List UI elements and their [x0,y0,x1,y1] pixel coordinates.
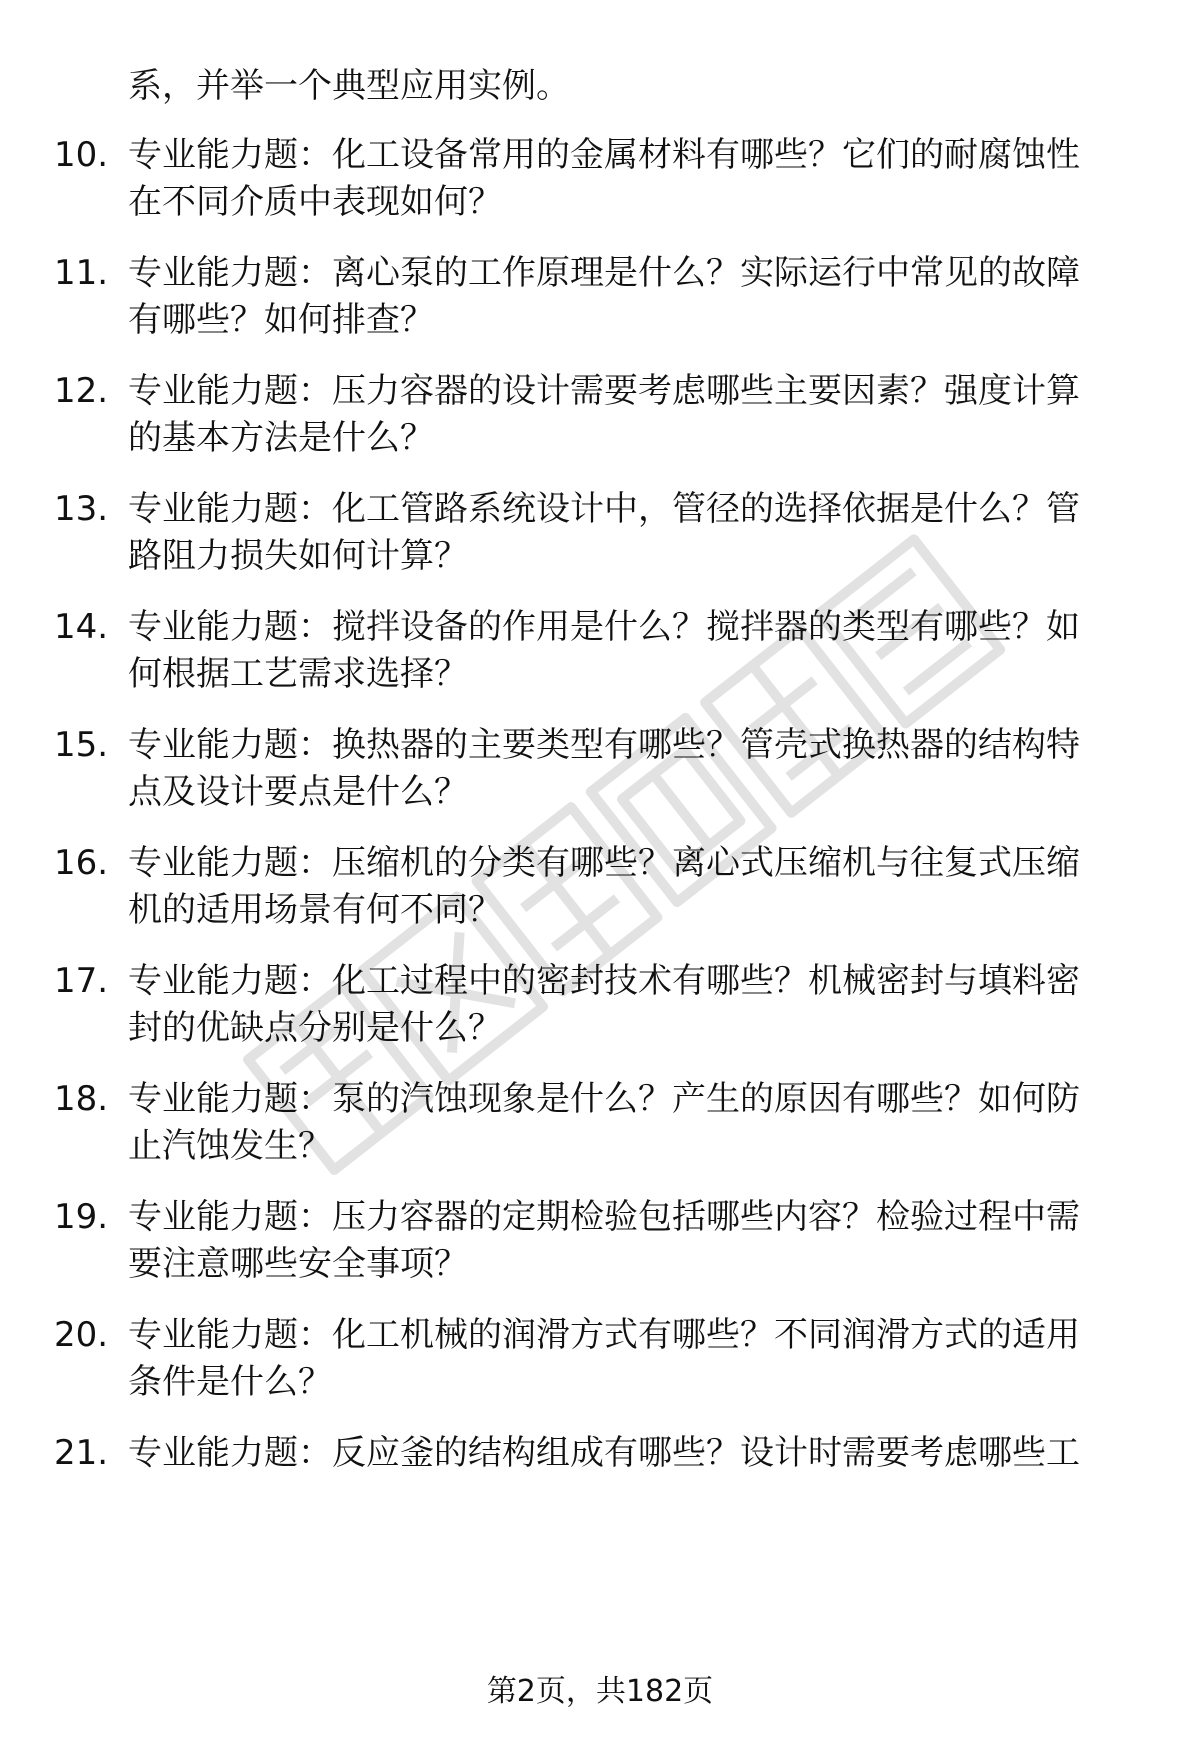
question-item [0,1429,1200,1529]
question-text-line: 路阻力损失如何计算？ [128,536,468,576]
question-text-line: 专业能力题：化工管路系统设计中，管径的选择依据是什么？管 [128,489,1080,529]
question-number: 15. [54,725,109,765]
question-item [0,249,1200,349]
question-text-line: 止汽蚀发生？ [128,1126,332,1166]
question-item [0,1311,1200,1411]
question-number: 19. [54,1197,109,1237]
question-text-line: 专业能力题：换热器的主要类型有哪些？管壳式换热器的结构特 [128,725,1080,765]
question-number: 13. [54,489,109,529]
question-text-line: 点及设计要点是什么？ [128,772,468,812]
question-number: 16. [54,843,109,883]
question-text-line: 有哪些？如何排查？ [128,300,434,340]
question-item [0,839,1200,939]
question-text-line: 条件是什么？ [128,1362,332,1402]
question-item [0,603,1200,703]
question-text-line: 专业能力题：压缩机的分类有哪些？离心式压缩机与往复式压缩 [128,843,1080,883]
question-text-line: 专业能力题：压力容器的设计需要考虑哪些主要因素？强度计算 [128,371,1080,411]
question-number: 20. [54,1315,109,1355]
question-number: 17. [54,961,109,1001]
question-text-line: 专业能力题：压力容器的定期检验包括哪些内容？检验过程中需 [128,1197,1080,1237]
question-text-line: 专业能力题：搅拌设备的作用是什么？搅拌器的类型有哪些？如 [128,607,1080,647]
question-number: 12. [54,371,109,411]
question-text-line: 在不同介质中表现如何？ [128,182,502,222]
question-number: 21. [54,1433,109,1473]
question-text-line: 专业能力题：化工设备常用的金属材料有哪些？它们的耐腐蚀性 [128,135,1080,175]
question-text-line: 何根据工艺需求选择？ [128,654,468,694]
question-number: 11. [54,253,109,293]
question-text-line: 专业能力题：泵的汽蚀现象是什么？产生的原因有哪些？如何防 [128,1079,1080,1119]
question-text-line: 机的适用场景有何不同？ [128,890,502,930]
question-item [0,721,1200,821]
page-number-footer: 第2页，共182页 [486,1674,714,1709]
question-number: 10. [54,135,109,175]
question-text-line: 封的优缺点分别是什么？ [128,1008,502,1048]
question-item [0,1075,1200,1175]
question-number: 18. [54,1079,109,1119]
question-text-line: 专业能力题：化工机械的润滑方式有哪些？不同润滑方式的适用 [128,1315,1080,1355]
question-text-line: 要注意哪些安全事项？ [128,1244,468,1284]
question-item [0,1193,1200,1293]
question-text-line: 专业能力题：化工过程中的密封技术有哪些？机械密封与填料密 [128,961,1080,1001]
question-item [0,957,1200,1057]
question-number: 14. [54,607,109,647]
question-item [0,367,1200,467]
question-text-line: 专业能力题：离心泵的工作原理是什么？实际运行中常见的故障 [128,253,1080,293]
question-item [0,485,1200,585]
question-item [0,131,1200,231]
continued-question-text: 系，并举一个典型应用实例。 [128,66,570,106]
question-text-line: 的基本方法是什么？ [128,418,434,458]
question-text-line: 专业能力题：反应釜的结构组成有哪些？设计时需要考虑哪些工 [128,1433,1080,1473]
